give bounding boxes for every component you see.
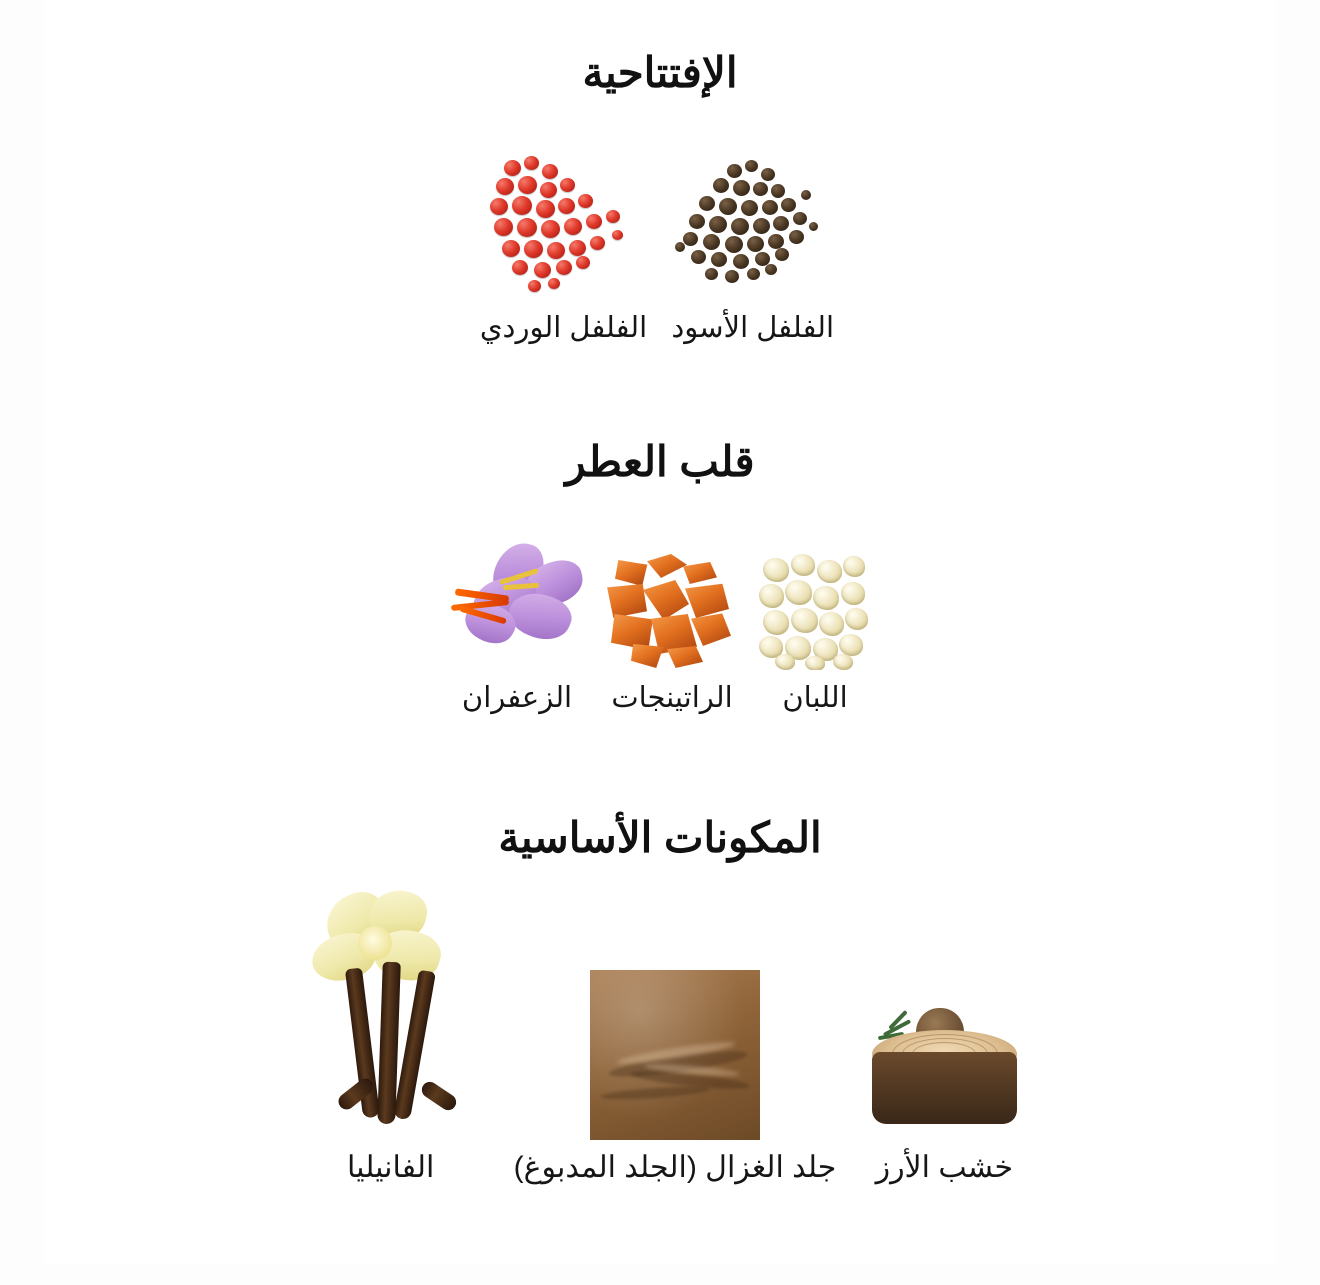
ingredient-resins (597, 552, 747, 715)
heart-notes-row (44, 540, 1276, 715)
black-pepper-icon (665, 150, 840, 300)
section-title-heart-notes: قلب العطر (565, 438, 755, 485)
ingredient-caption: اللبان (782, 682, 848, 714)
fragrance-notes-content (44, 0, 1276, 1263)
base-notes-row (44, 890, 1276, 1185)
ingredient-caption: الفلفل الأسود (671, 312, 835, 344)
ingredient-caption: الزعفران (461, 682, 573, 714)
ingredient-caption: الراتينجات (611, 682, 733, 714)
resins-icon (597, 552, 747, 670)
deer-leather-icon (590, 970, 760, 1140)
ingredient-caption: جلد الغزال (الجلد المدبوغ) (513, 1151, 837, 1184)
ingredient-cedar-wood (864, 990, 1024, 1185)
vanilla-icon (296, 890, 486, 1140)
document-canvas (44, 0, 1276, 1263)
ingredient-deer-leather (514, 970, 837, 1185)
section-title-top-notes: الإفتتاحية (582, 49, 738, 96)
ingredient-caption: الفانيليا (347, 1151, 435, 1184)
pink-pepper-icon (484, 150, 644, 300)
ingredient-black-pepper (665, 150, 840, 345)
ingredient-saffron (447, 540, 587, 715)
ingredient-caption: الفلفل الوردي (479, 312, 648, 344)
section-title-base-notes: المكونات الأساسية (498, 814, 822, 861)
ingredient-caption: خشب الأرز (875, 1151, 1014, 1184)
frankincense-icon (757, 552, 873, 670)
saffron-icon (447, 540, 587, 670)
ingredient-vanilla (296, 890, 486, 1185)
top-notes-row (44, 150, 1276, 345)
ingredient-frankincense (757, 552, 873, 715)
cedar-wood-icon (864, 990, 1024, 1140)
ingredient-pink-pepper (480, 150, 647, 345)
